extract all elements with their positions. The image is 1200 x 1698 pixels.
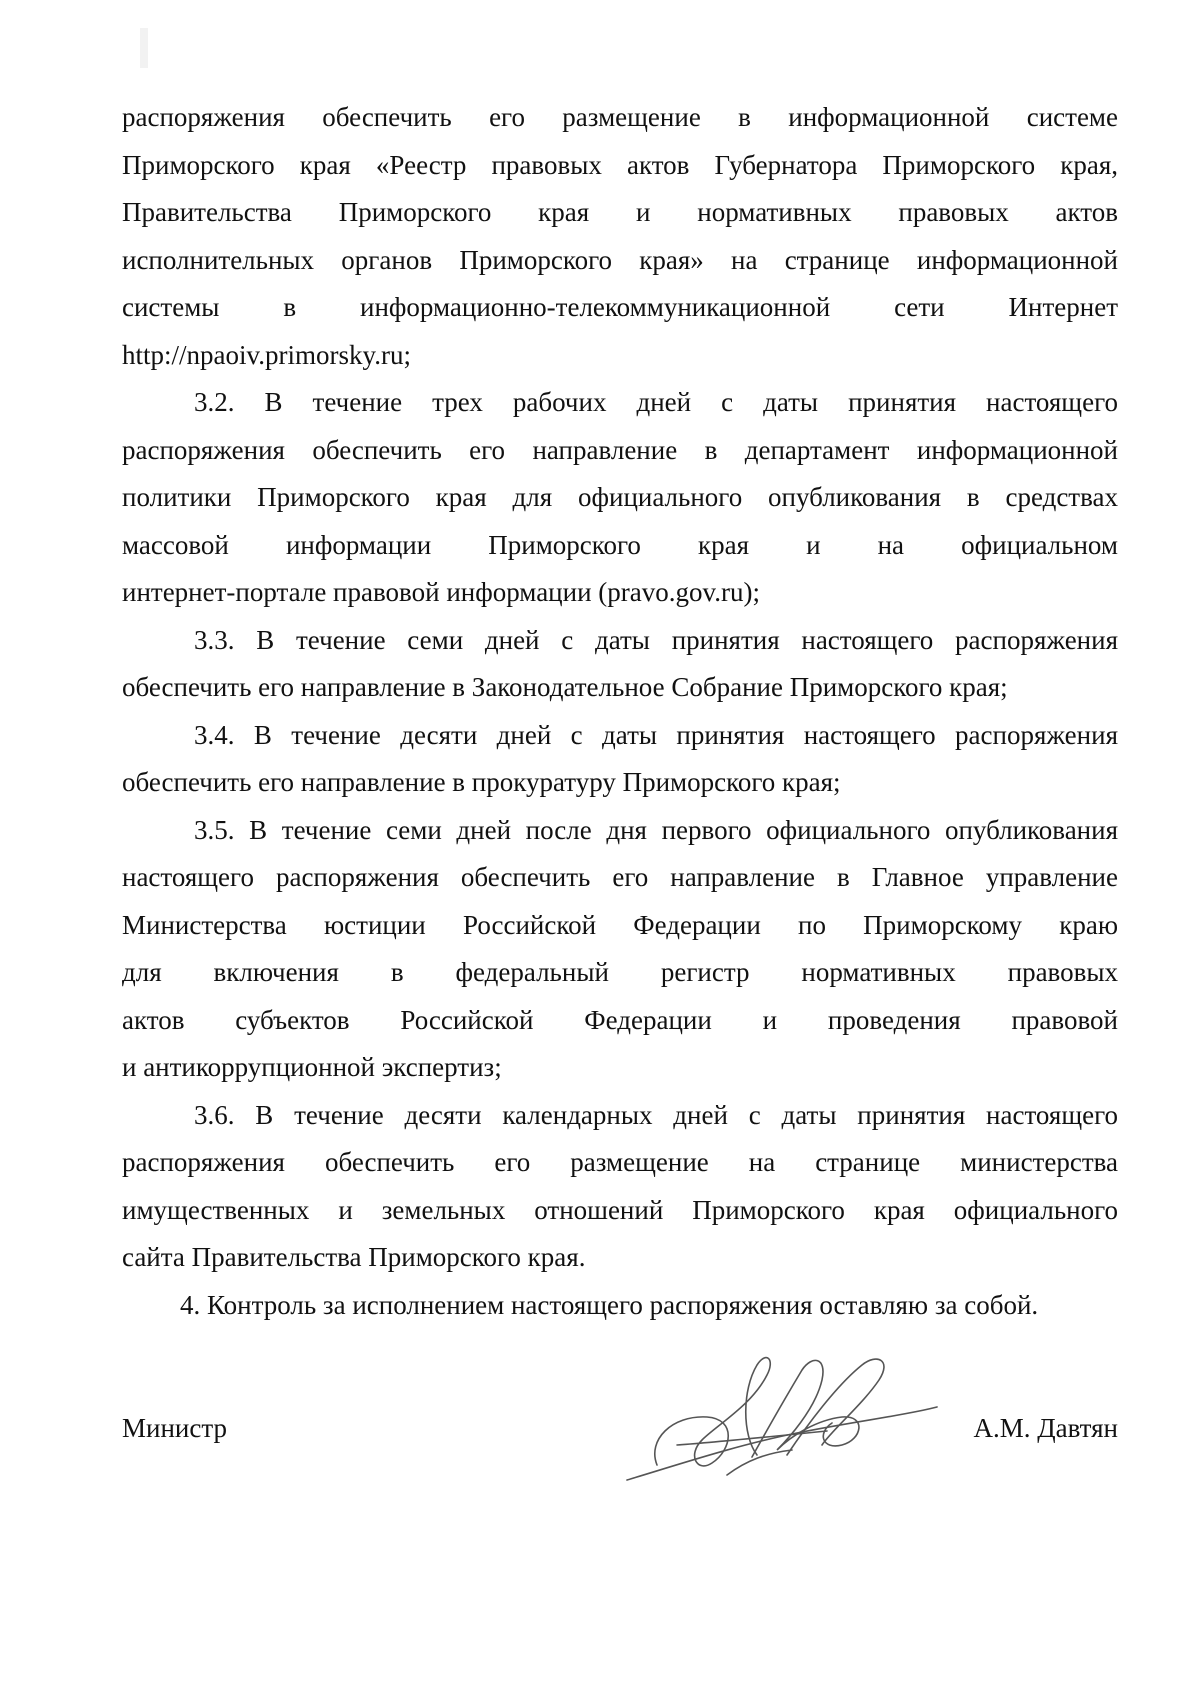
body-line: Правительства Приморского края и нормативных правовых актов [122, 197, 1118, 227]
body-line: имущественных и земельных отношений Приморского края официального [122, 1194, 1118, 1225]
body-line: интернет-портале правовой информации (pravo.gov.ru); [122, 577, 760, 607]
body-line: для включения в федеральный регистр нормативных правовых [122, 957, 1118, 987]
body-line: распоряжения обеспечить его размещение на странице министерства [122, 1147, 1118, 1177]
body-line: исполнительных органов Приморского края» на странице информационной [122, 244, 1118, 275]
body-line: 3.3. В течение семи дней с даты принятия настоящего распоряжения [194, 624, 1118, 655]
body-line: http://npaoiv.primorsky.ru; [122, 339, 411, 370]
signatory-title: Министр [122, 1413, 227, 1443]
closing-paragraph: 4. Контроль за исполнением настоящего распоряжения оставляю за собой. [180, 1290, 1039, 1320]
body-line: сайта Правительства Приморского края. [122, 1242, 586, 1272]
body-line: политики Приморского края для официального опубликования в средствах [122, 482, 1118, 512]
signatory-name: А.М. Давтян [973, 1413, 1118, 1443]
body-line: 3.5. В течение семи дней после дня первого официального опубликования [194, 814, 1118, 845]
signature-block [122, 1405, 1118, 1495]
body-line: 3.2. В течение трех рабочих дней с даты принятия настоящего [194, 387, 1118, 417]
body-line: обеспечить его направление в прокуратуру Приморского края; [122, 767, 841, 797]
body-line: массовой информации Приморского края и на официальном [122, 529, 1118, 560]
body-line: актов субъектов Российской Федерации и проведения правовой [122, 1004, 1118, 1035]
body-line: обеспечить его направление в Законодательное Собрание Приморского края; [122, 672, 1008, 702]
scan-artifact [140, 28, 148, 68]
handwritten-signature [617, 1345, 947, 1495]
body-line: настоящего распоряжения обеспечить его направление в Главное управление [122, 862, 1118, 892]
body-line: системы в информационно-телекоммуникационной сети Интернет [122, 292, 1118, 322]
body-line: 3.4. В течение десяти дней с даты принятия настоящего распоряжения [194, 719, 1118, 750]
body-line: и антикоррупционной экспертиз; [122, 1052, 502, 1082]
body-line: распоряжения обеспечить его размещение в информационной системе [122, 102, 1118, 132]
body-line: Приморского края «Реестр правовых актов Губернатора Приморского края, [122, 149, 1118, 180]
body-line: 3.6. В течение десяти календарных дней с даты принятия настоящего [194, 1099, 1118, 1130]
body-line: Министерства юстиции Российской Федерации по Приморскому краю [122, 909, 1118, 940]
body-text [122, 94, 1118, 1282]
body-line: распоряжения обеспечить его направление в департамент информационной [122, 434, 1118, 465]
